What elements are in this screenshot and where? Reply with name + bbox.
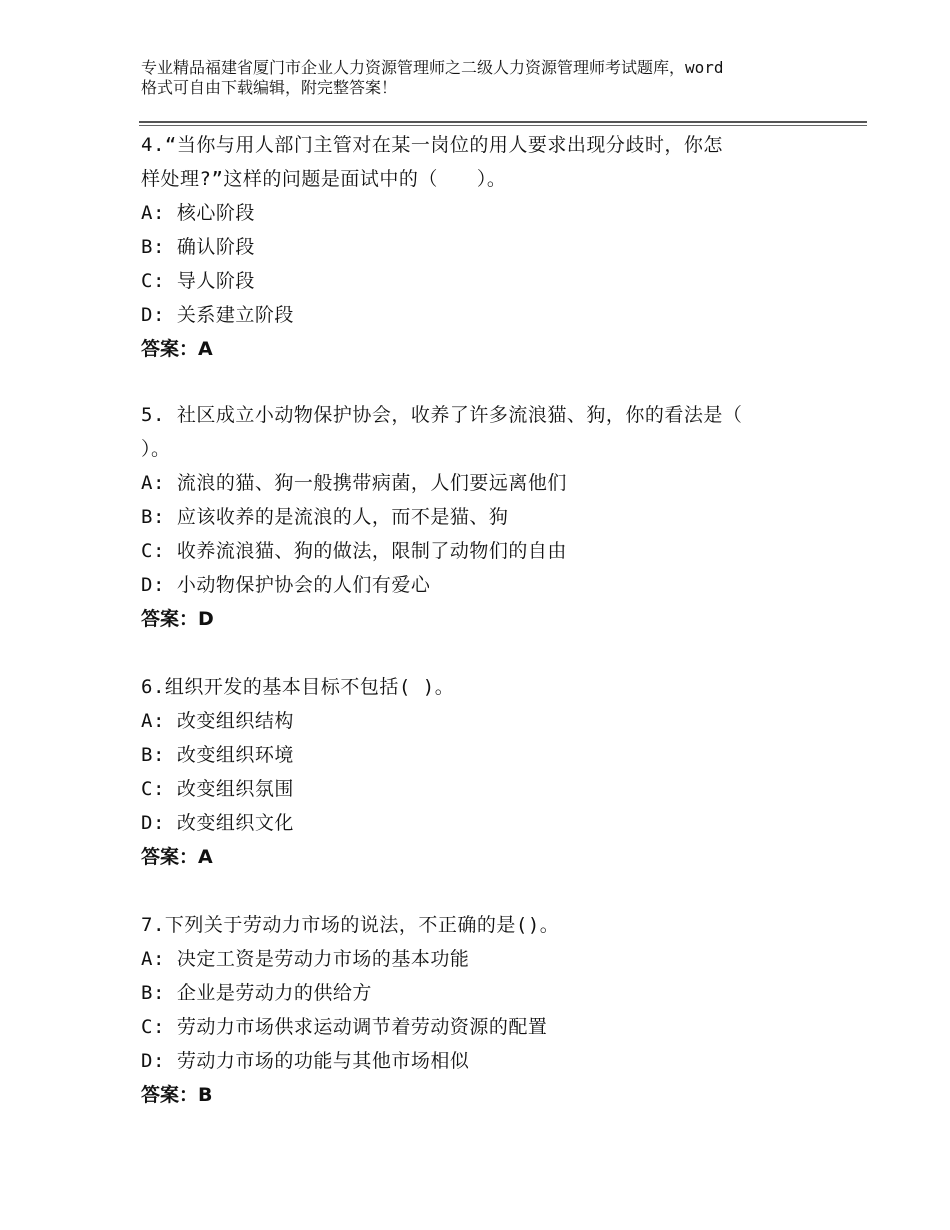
question-stem-cont: ）。	[141, 438, 171, 460]
header-line-2: 格式可自由下载编辑，附完整答案！	[141, 78, 398, 97]
question-stem: 5. 社区成立小动物保护协会，收养了许多流浪猫、狗，你的看法是（	[141, 404, 743, 426]
option-c: C: 劳动力市场供求运动调节着劳动资源的配置	[141, 1016, 548, 1038]
answer-label: 答案：D	[141, 608, 214, 630]
document-header	[141, 58, 831, 98]
question-item	[141, 400, 841, 636]
option-c: C: 改变组织氛围	[141, 778, 294, 800]
question-stem: 6.组织开发的基本目标不包括( )。	[141, 676, 455, 698]
question-item	[141, 130, 841, 366]
answer-label: 答案：A	[141, 846, 213, 868]
question-list	[141, 128, 841, 1112]
header-divider	[139, 121, 867, 123]
question-stem-cont: 样处理?”这样的问题是面试中的（ ）。	[141, 168, 507, 190]
option-d: D: 小动物保护协会的人们有爱心	[141, 574, 431, 596]
option-a: A: 决定工资是劳动力市场的基本功能	[141, 948, 470, 970]
question-stem: 7.下列关于劳动力市场的说法，不正确的是()。	[141, 914, 560, 936]
option-d: D: 关系建立阶段	[141, 304, 294, 326]
option-a: A: 改变组织结构	[141, 710, 294, 732]
question-item	[141, 908, 841, 1112]
question-item	[141, 670, 841, 874]
header-divider-thin	[139, 125, 867, 126]
option-b: B: 企业是劳动力的供给方	[141, 982, 372, 1004]
answer-label: 答案：A	[141, 338, 213, 360]
option-b: B: 应该收养的是流浪的人，而不是猫、狗	[141, 506, 509, 528]
answer-label: 答案：B	[141, 1084, 213, 1106]
option-a: A: 核心阶段	[141, 202, 255, 224]
option-b: B: 改变组织环境	[141, 744, 294, 766]
option-d: D: 劳动力市场的功能与其他市场相似	[141, 1050, 470, 1072]
option-d: D: 改变组织文化	[141, 812, 294, 834]
option-a: A: 流浪的猫、狗一般携带病菌，人们要远离他们	[141, 472, 567, 494]
option-c: C: 导人阶段	[141, 270, 255, 292]
option-c: C: 收养流浪猫、狗的做法，限制了动物们的自由	[141, 540, 567, 562]
question-stem: 4.“当你与用人部门主管对在某一岗位的用人要求出现分歧时，你怎	[141, 134, 723, 156]
option-b: B: 确认阶段	[141, 236, 255, 258]
header-line-1: 专业精品福建省厦门市企业人力资源管理师之二级人力资源管理师考试题库，word	[141, 58, 724, 77]
